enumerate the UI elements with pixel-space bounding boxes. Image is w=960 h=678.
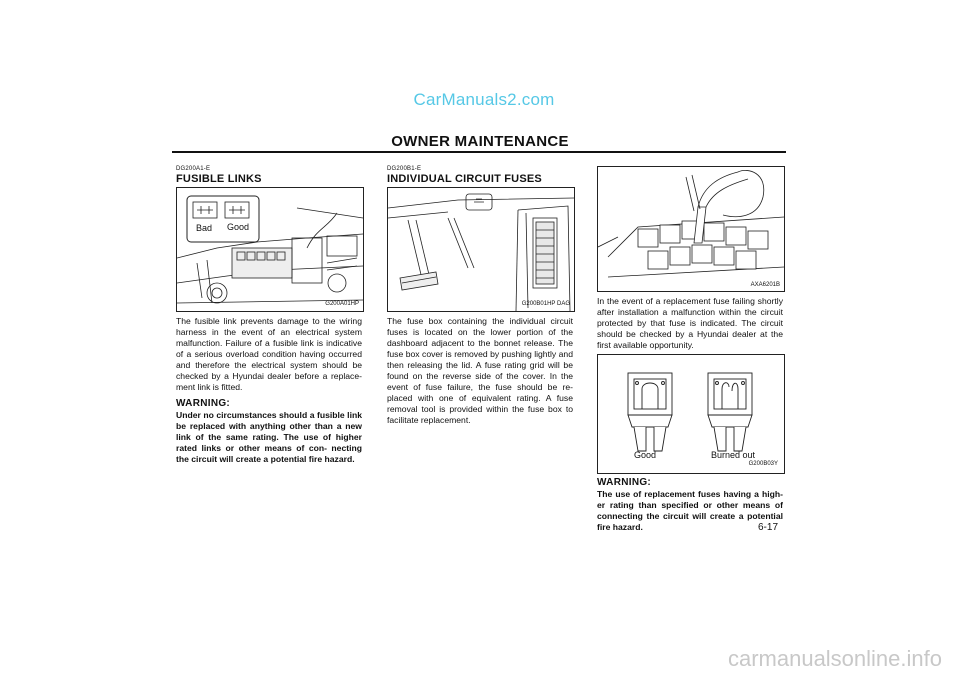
- section-code-circuit-fuses: DG200B1-E: [387, 166, 422, 172]
- circuit-fuses-paragraph: The fuse box containing the individual circuit fuses is located on the lower portion of the dashboard adjacent to the bonnet release. The fuse box cover is removed by pushing lightly and then releasing the lid. A fuse rating grid will be found on the reverse side of the cover. In the event of fuse failure, the fuse should be re- placed with one of equivalent rating. A fuse removal tool is provided within the fuse box to facilitate replacement.: [387, 316, 573, 425]
- watermark-top: CarManuals2.com: [413, 90, 555, 109]
- fuses-warning-heading: WARNING:: [597, 477, 652, 488]
- fusible-links-warning-text: Under no circumstances should a fusible link be replaced with anything other than a new link of the same rating. The use of higher rated links or other means of con- necting the circuit will create a potential fire hazard.: [176, 410, 362, 464]
- fusible-link-illustration: [177, 188, 363, 311]
- section-title-fusible-links: FUSIBLE LINKS: [176, 173, 262, 185]
- fuse-label-burned-out: Burned out: [711, 450, 756, 460]
- fuse-failing-paragraph: In the event of a replacement fuse failing shortly after installation a malfunction within the circuit protected by that fuse is indicated. The circuit should be checked by a Hyundai dealer at the first available opportunity.: [597, 296, 783, 350]
- figure-code: G200A01HP: [325, 301, 359, 307]
- figure-code: G200B03Y: [748, 461, 778, 467]
- figure-code: AXA6201B: [750, 282, 780, 288]
- fuse-box-location-figure: [387, 187, 575, 312]
- fuse-box-location-illustration: [388, 188, 574, 311]
- fusible-links-paragraph: The fusible link prevents damage to the wiring harness in the event of an electrical system malfunction. Failure of a fusible link is indicative of a serious overload condition having occurred and therefore the electrical system should be checked by a Hyundai dealer before a replace- ment link is fitted.: [176, 316, 362, 392]
- fuse-condition-figure: [597, 354, 785, 474]
- fusible-link-label-bad: Bad: [196, 223, 213, 233]
- section-title-circuit-fuses: INDIVIDUAL CIRCUIT FUSES: [387, 173, 542, 185]
- page-number: 6-17: [758, 522, 779, 533]
- fuse-removal-illustration: [598, 167, 784, 291]
- page-header-title: OWNER MAINTENANCE: [391, 133, 569, 150]
- watermark-bottom: carmanualsonline.info: [727, 646, 942, 671]
- fuses-warning-text: The use of replacement fuses having a high- er rating than specified or other means of connecting the circuit will create a potential fire hazard.: [597, 489, 783, 532]
- figure-code: G200B01HP DAG: [521, 301, 570, 307]
- fuse-removal-figure: [597, 166, 785, 292]
- fuse-label-good: Good: [634, 450, 657, 460]
- header-rule: [172, 151, 786, 153]
- fuse-condition-illustration: [598, 355, 784, 473]
- fusible-link-label-good: Good: [227, 222, 250, 232]
- fusible-links-warning-heading: WARNING:: [176, 398, 231, 409]
- fusible-link-figure: [176, 187, 364, 312]
- section-code-fusible-links: DG200A1-E: [176, 166, 211, 172]
